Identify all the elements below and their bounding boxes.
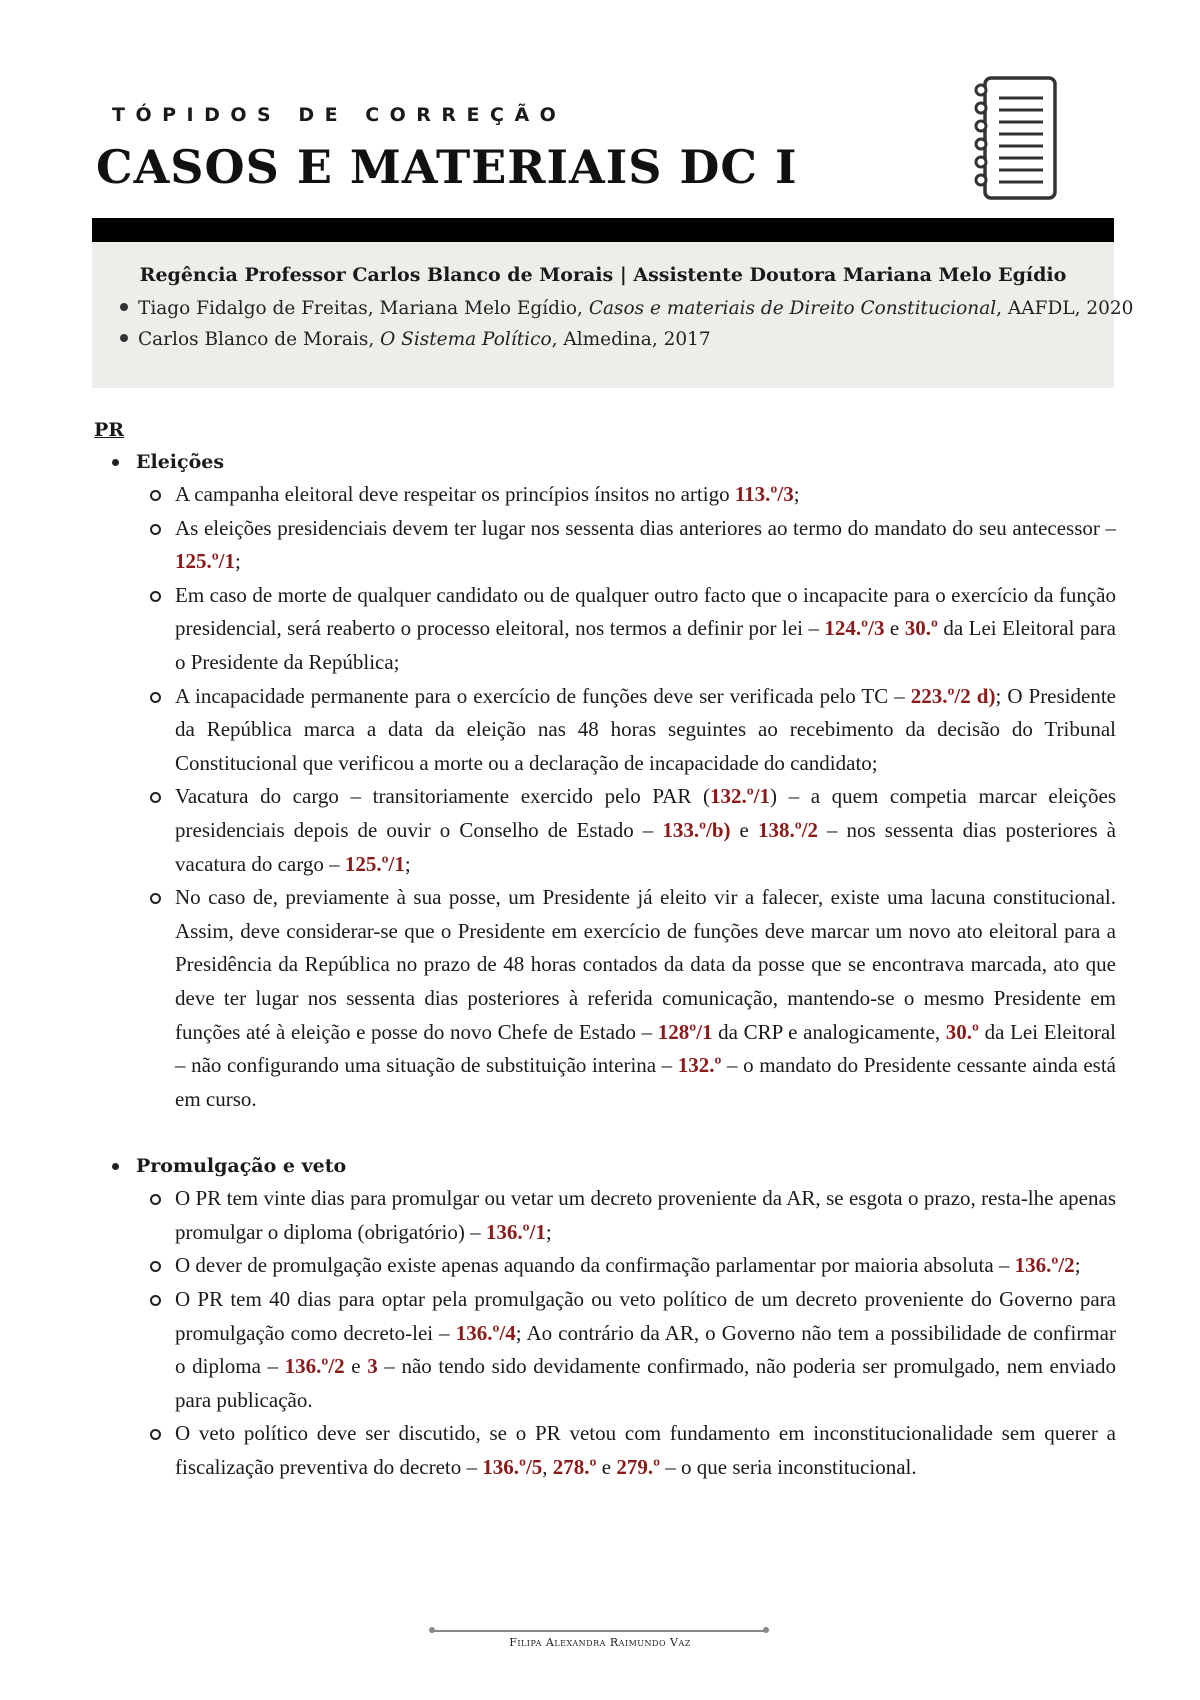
item-text: da Lei Eleitoral para o Presidente da República;: [175, 616, 1116, 674]
footer-divider: [432, 1630, 766, 1632]
topic-heading: Promulgação e veto: [92, 1150, 1116, 1182]
reference-publisher: , AAFDL, 2020: [996, 298, 1134, 319]
article-reference: 30.º: [904, 616, 938, 641]
item-text: ,: [542, 1455, 553, 1480]
regency-heading: Regência Professor Carlos Blanco de Morais | Assistente Doutora Mariana Melo Egídio: [139, 264, 1067, 286]
item-text: O veto político deve ser discutido, se o PR vetou com fundamento em inconstitucionalidade sem querer a fiscalização preventiva do decreto –: [175, 1421, 1116, 1480]
footer-author: Filipa Alexandra Raimundo Vaz: [509, 1636, 691, 1649]
item-text: – nos sessenta dias posteriores à vacatura do cargo –: [175, 817, 1117, 876]
circle-bullet-icon: [150, 1194, 161, 1205]
circle-bullet-icon: [150, 490, 161, 501]
item-text: ;: [793, 482, 800, 506]
list-item: [92, 881, 1116, 1116]
item-text: ;: [1074, 1253, 1081, 1278]
article-reference: 133.º/b): [662, 817, 731, 842]
item-text: – o que seria inconstitucional.: [660, 1455, 917, 1480]
article-reference: 125.º/1: [344, 851, 405, 876]
item-text: e: [344, 1354, 368, 1379]
topic-list: [92, 478, 1116, 1116]
list-item: [92, 478, 1116, 512]
list-item: [92, 680, 1116, 781]
header-bar: [92, 218, 1114, 242]
article-reference: 136.º/1: [485, 1219, 546, 1244]
item-text: O PR tem vinte dias para promulgar ou vetar um decreto proveniente da AR, se esgota o prazo, resta-lhe apenas promulgar o diploma (obrigatório) –: [175, 1186, 1116, 1244]
document-title: CASOS E MATERIAIS DC I: [96, 140, 798, 194]
article-reference: 132.º: [677, 1053, 722, 1078]
circle-bullet-icon: [150, 792, 161, 803]
item-text: ; O Presidente da República marca a data da eleição nas 48 horas seguintes ao recebimento da decisão do Tribunal Constitucional que verificou a morte ou a declaração de incapacidade do candidato;: [175, 683, 1116, 775]
article-reference: 279.º: [616, 1455, 660, 1480]
item-text: ;: [545, 1219, 552, 1244]
article-reference: 3: [367, 1354, 378, 1379]
item-text: – o mandato do Presidente cessante ainda está em curso.: [175, 1053, 1117, 1111]
list-item: [92, 1249, 1116, 1283]
item-text: da Lei Eleitoral – não configurando uma situação de substituição interina –: [175, 1019, 1116, 1078]
item-text: A campanha eleitoral deve respeitar os princípios ínsitos no artigo: [175, 482, 735, 506]
section-title: PR: [94, 419, 125, 441]
reference-text: Carlos Blanco de Morais,: [138, 329, 381, 350]
list-item: [92, 1182, 1116, 1249]
reference-book-title: Casos e materiais de Direito Constitucional: [588, 298, 997, 319]
article-reference: 136.º/2: [1014, 1253, 1075, 1278]
item-text: e: [730, 817, 758, 842]
bullet-icon: [120, 303, 128, 311]
circle-bullet-icon: [150, 524, 161, 535]
notebook-icon: [973, 76, 1059, 200]
reference-book-title: O Sistema Político: [380, 329, 552, 350]
list-item: [92, 1283, 1116, 1417]
topic-list: [92, 1182, 1116, 1484]
article-reference: 128º/1: [657, 1019, 713, 1044]
bullet-icon: [120, 334, 128, 342]
list-item: [92, 1417, 1116, 1484]
circle-bullet-icon: [150, 1261, 161, 1272]
bullet-icon: [112, 459, 119, 466]
reference-publisher: , Almedina, 2017: [551, 329, 711, 350]
item-text: ; Ao contrário da AR, o Governo não tem a possibilidade de confirmar o diploma –: [175, 1320, 1116, 1379]
document-subtitle: TÓPIDOS DE CORREÇÃO: [112, 104, 567, 126]
article-reference: 30.º: [945, 1019, 979, 1044]
circle-bullet-icon: [150, 692, 161, 703]
item-text: ;: [404, 851, 411, 876]
article-reference: 278.º: [552, 1455, 597, 1480]
circle-bullet-icon: [150, 893, 161, 904]
item-text: e: [884, 616, 905, 641]
item-text: A incapacidade permanente para o exercício de funções deve ser verificada pelo TC –: [175, 683, 911, 708]
article-reference: 136.º/2: [284, 1354, 345, 1379]
item-text: ) – a quem competia marcar eleições presidenciais depois de ouvir o Conselho de Estado –: [175, 784, 1117, 842]
circle-bullet-icon: [150, 1429, 161, 1440]
article-reference: 223.º/2 d): [910, 683, 996, 708]
item-text: Vacatura do cargo – transitoriamente exercido pelo PAR (: [175, 784, 710, 809]
list-item: [92, 780, 1116, 881]
item-text: ;: [235, 549, 241, 574]
item-text: – não tendo sido devidamente confirmado, não poderia ser promulgado, nem enviado para publicação.: [175, 1354, 1116, 1412]
item-text: O PR tem 40 dias para optar pela promulgação ou veto político de um decreto proveniente do Governo para promulgação como decreto-lei –: [175, 1287, 1116, 1345]
reference-text: Tiago Fidalgo de Freitas, Mariana Melo Egídio,: [138, 298, 589, 319]
circle-bullet-icon: [150, 591, 161, 602]
item-text: As eleições presidenciais devem ter lugar nos sessenta dias anteriores ao termo do mandato do seu antecessor –: [175, 515, 1116, 540]
item-text: e: [596, 1455, 617, 1480]
topic-heading: Eleições: [92, 446, 1116, 478]
article-reference: 132.º/1: [709, 784, 770, 809]
main-content: [92, 414, 1116, 1485]
item-text: da CRP e analogicamente,: [712, 1019, 946, 1044]
article-reference: 113.º/3: [734, 482, 794, 506]
list-item: [92, 512, 1116, 579]
reference-item: [120, 329, 711, 350]
article-reference: 124.º/3: [824, 616, 885, 641]
article-reference: 125.º/1: [175, 549, 236, 574]
item-text: Em caso de morte de qualquer candidato ou de qualquer outro facto que o incapacite para o exercício da função presidencial, será reaberto o processo eleitoral, nos termos a definir por lei –: [175, 582, 1116, 641]
article-reference: 138.º/2: [757, 817, 818, 842]
article-reference: 136.º/5: [482, 1455, 543, 1480]
circle-bullet-icon: [150, 1295, 161, 1306]
item-text: No caso de, previamente à sua posse, um Presidente já eleito vir a falecer, existe uma lacuna constitucional. Assim, deve considerar-se que o Presidente em exercício de funções deve marcar um novo ato eleitoral para a Presidência da República no prazo de 48 horas contados da data da posse que se encontrava marcada, ato que deve ter lugar nos sessenta dias posteriores à referida comunicação, mantendo-se o mesmo Presidente em funções até à eleição e posse do novo Chefe de Estado –: [175, 885, 1116, 1044]
article-reference: 136.º/4: [455, 1320, 516, 1345]
info-box: [92, 242, 1134, 388]
bullet-icon: [112, 1163, 119, 1170]
reference-item: [120, 298, 1133, 319]
list-item: [92, 579, 1116, 680]
item-text: O dever de promulgação existe apenas aquando da confirmação parlamentar por maioria absoluta –: [175, 1253, 1015, 1278]
